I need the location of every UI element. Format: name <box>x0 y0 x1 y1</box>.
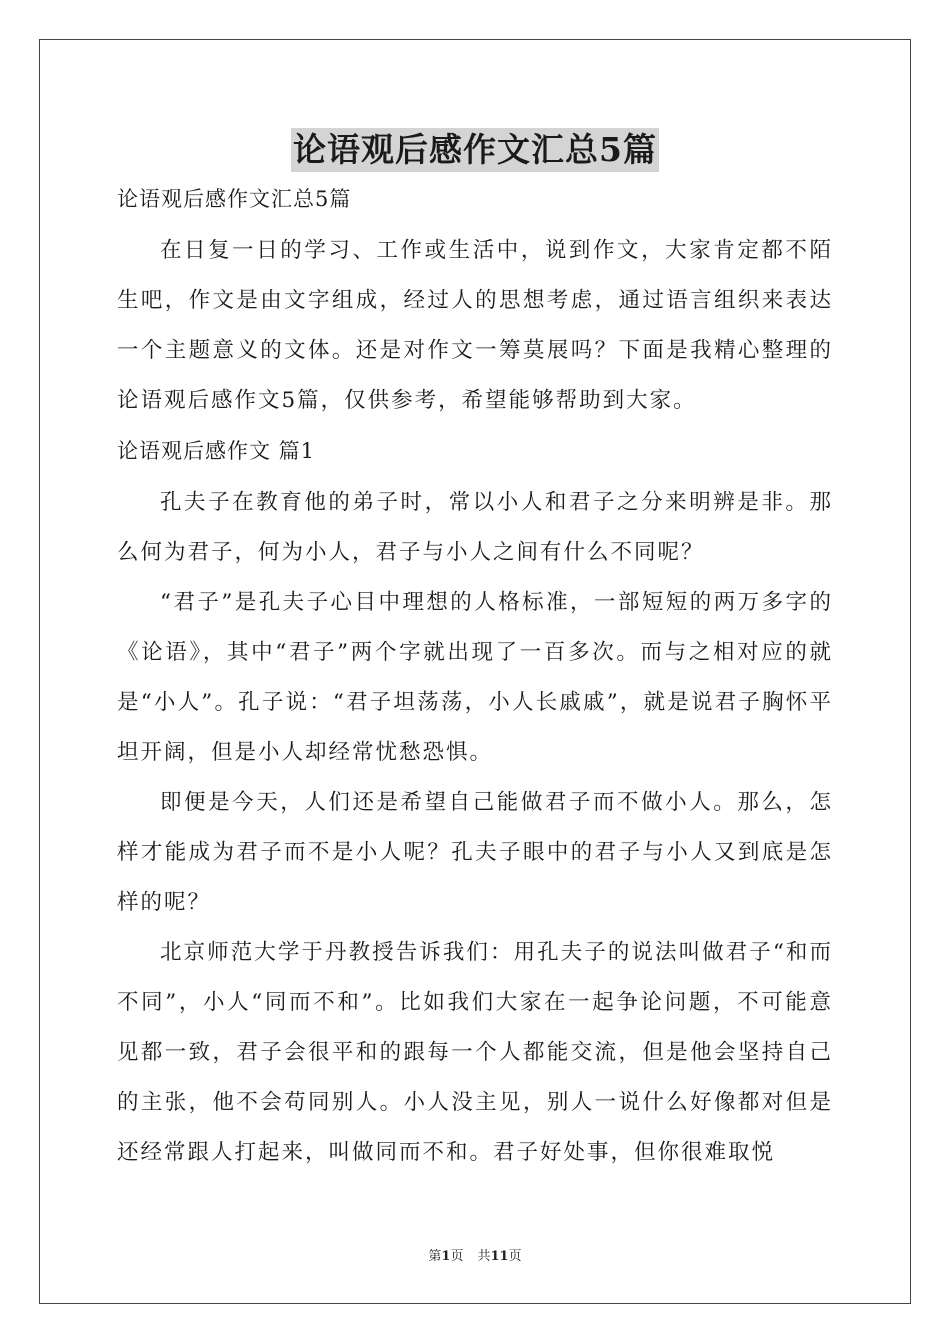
section-heading: 论语观后感作文 篇1 <box>117 439 316 463</box>
document-title: 论语观后感作文汇总5篇 <box>291 128 659 172</box>
document-subtitle: 论语观后感作文汇总5篇 <box>117 187 352 211</box>
footer-page-suffix: 页 <box>450 1249 464 1264</box>
footer-total-pages: 11 <box>490 1249 509 1264</box>
body-paragraph: 北京师范大学于丹教授告诉我们：用孔夫子的说法叫做君子“和而不同”，小人“同而不和”。比如我们大家在一起争论问题，不可能意见都一致，君子会很平和的跟每一个人都能交流，但是他会坚持自己的主张，他不会苟同别人。小人没主见，别人一说什么好像都对但是还经常跟人打起来，叫做同而不和。君子好处事，但你很难取悦 <box>117 940 833 1165</box>
title-container <box>0 128 950 172</box>
footer-total-prefix: 共 <box>477 1249 491 1264</box>
footer-page-number: 1 <box>441 1249 451 1264</box>
body-paragraph: 孔夫子在教育他的弟子时，常以小人和君子之分来明辨是非。那么何为君子，何为小人，君子与小人之间有什么不同呢？ <box>117 490 833 565</box>
footer-total-suffix: 页 <box>508 1249 522 1264</box>
intro-paragraph: 在日复一日的学习、工作或生活中，说到作文，大家肯定都不陌生吧，作文是由文字组成，经过人的思想考虑，通过语言组织来表达一个主题意义的文体。还是对作文一筹莫展吗？下面是我精心整理的论语观后感作文5篇，仅供参考，希望能够帮助到大家。 <box>117 238 833 413</box>
body-paragraph: 即便是今天，人们还是希望自己能做君子而不做小人。那么，怎样才能成为君子而不是小人呢？孔夫子眼中的君子与小人又到底是怎样的呢？ <box>117 790 833 915</box>
document-body <box>117 180 833 1178</box>
body-paragraph: “君子”是孔夫子心目中理想的人格标准，一部短短的两万多字的《论语》，其中“君子”两个字就出现了一百多次。而与之相对应的就是“小人”。孔子说：“君子坦荡荡，小人长戚戚”，就是说君子胸怀平坦开阔，但是小人却经常忧愁恐惧。 <box>117 590 833 765</box>
page-footer <box>0 1248 950 1266</box>
footer-page-prefix: 第 <box>428 1249 442 1264</box>
